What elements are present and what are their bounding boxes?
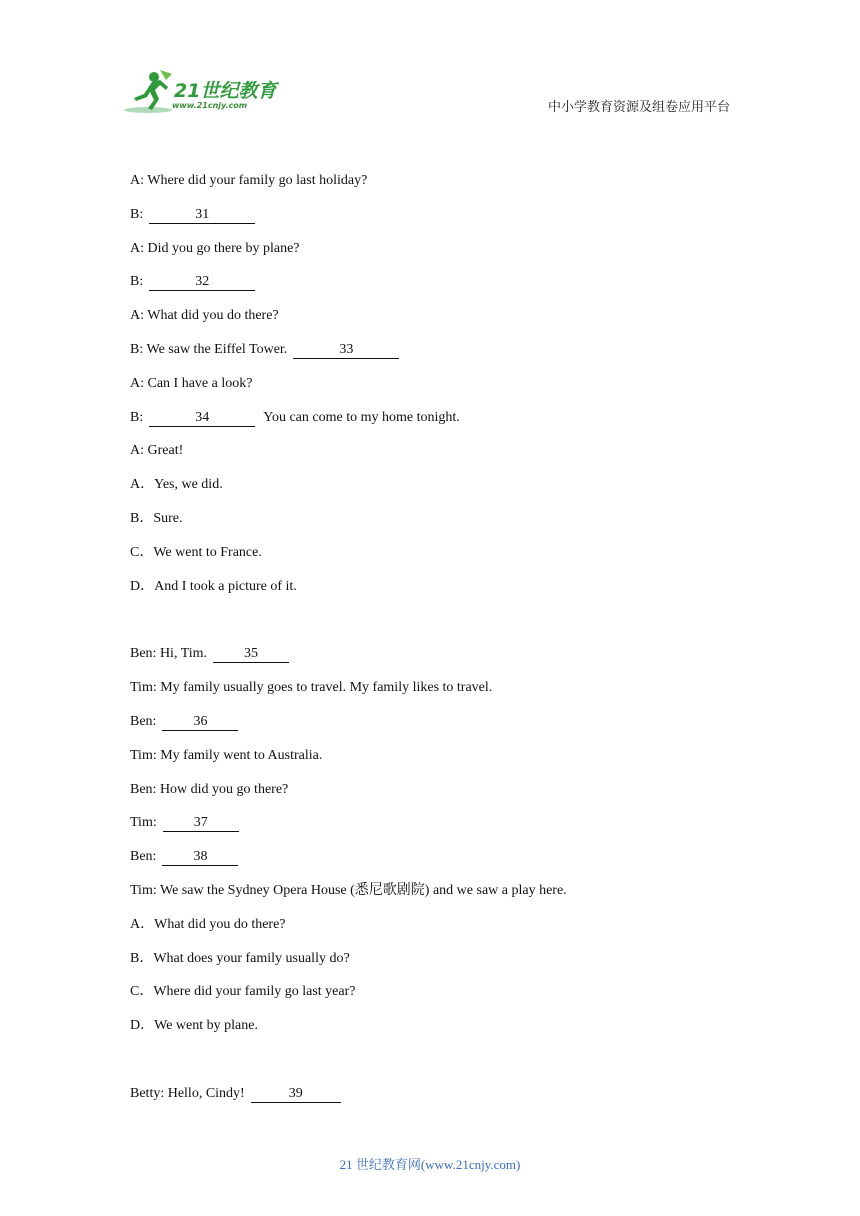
line-text: B: [130,206,144,222]
page-footer: 21 世纪教育网(www.21cnjy.com) [339,1157,521,1172]
dialogue-line [130,409,770,427]
line-text: Ben: [130,849,157,865]
answer-blank-37[interactable]: 37 [163,815,239,832]
dialogue-line [130,679,770,697]
line-text: A: Can I have a look? [130,375,253,391]
dialogue-line [130,781,770,799]
line-text: Ben: [130,713,157,729]
dialogue-line [130,206,770,224]
line-text: A: Did you go there by plane? [130,240,300,256]
line-text: Tim: My family usually goes to travel. My family likes to travel. [130,680,493,696]
dialogue-line [130,307,770,325]
line-text: Ben: How did you go there? [130,781,289,797]
line-text: B: [130,274,144,290]
line-text: B: [130,409,144,425]
line-text: A: Great! [130,443,184,459]
answer-blank-36[interactable]: 36 [162,714,238,731]
dialogue-line [130,1085,770,1103]
line-text: A: What did you do there? [130,308,279,324]
logo-url: www.21cnjy.com [172,101,248,110]
section-gap [130,1051,770,1085]
line-text-after: You can come to my home tonight. [263,409,460,425]
dialogue-line [130,645,770,663]
worksheet-content [130,172,770,1119]
dialogue-line [130,273,770,291]
answer-blank-32[interactable]: 32 [149,274,255,291]
dialogue-line [130,240,770,258]
dialogue-line [130,375,770,393]
line-text: A: Where did your family go last holiday? [130,173,368,188]
answer-blank-33[interactable]: 33 [293,342,399,359]
line-text: Tim: We saw the Sydney Opera House (悉尼歌剧院) and we saw a play here. [130,882,567,898]
header-platform-text: 中小学教育资源及组卷应用平台 [548,99,731,114]
page-header [0,0,860,130]
option-d: D．We went by plane. [130,1018,258,1034]
line-text: Betty: Hello, Cindy! [130,1085,245,1101]
option-c: C．We went to France. [130,544,262,560]
dialogue-line [130,442,770,460]
dialogue-line [130,172,770,190]
dialogue-line [130,848,770,866]
answer-blank-31[interactable]: 31 [149,207,255,224]
option-c: C．Where did your family go last year? [130,984,356,1000]
answer-blank-39[interactable]: 39 [251,1086,341,1103]
dialogue-line [130,341,770,359]
section-gap [130,611,770,645]
answer-blank-38[interactable]: 38 [162,849,238,866]
line-text: Tim: [130,815,157,831]
option-b: B．Sure. [130,510,183,526]
dialogue-line [130,713,770,731]
site-logo [122,68,292,116]
runner-logo-icon [122,68,174,116]
line-text: Ben: Hi, Tim. [130,646,208,662]
dialogue-line [130,747,770,765]
line-text: Tim: My family went to Australia. [130,747,323,763]
option-b: B．What does your family usually do? [130,950,350,966]
option-a: A．What did you do there? [130,916,286,932]
answer-blank-34[interactable]: 34 [149,410,255,427]
dialogue-line [130,882,770,900]
logo-text: 21世纪教育 [174,80,277,102]
answer-blank-35[interactable]: 35 [213,646,289,663]
option-a: A．Yes, we did. [130,477,223,493]
option-d: D．And I took a picture of it. [130,578,297,594]
dialogue-line [130,814,770,832]
line-text: B: We saw the Eiffel Tower. [130,341,288,357]
